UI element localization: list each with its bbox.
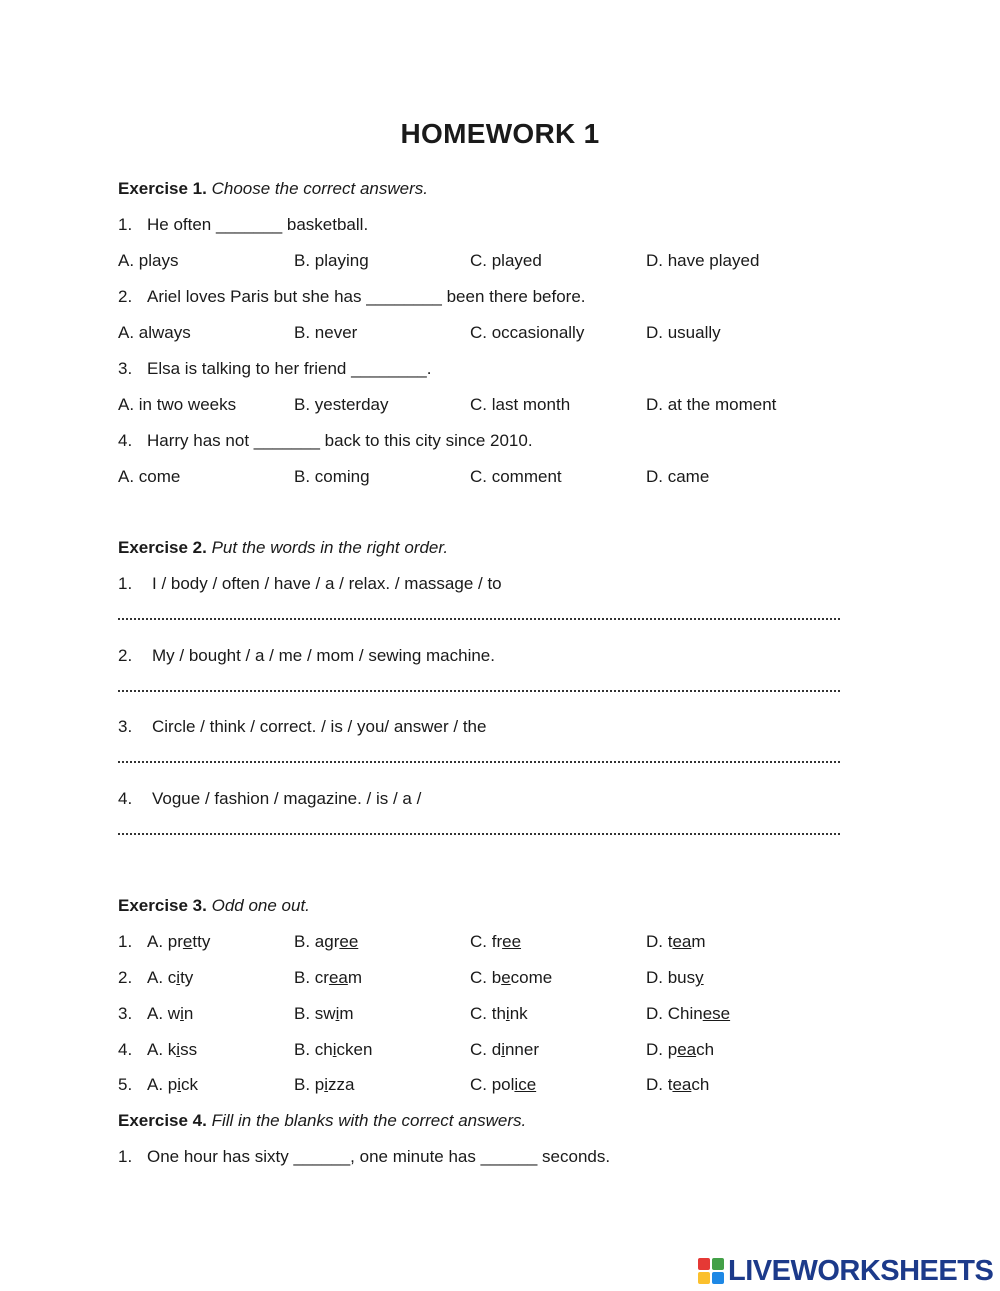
- logo-square: [712, 1272, 724, 1284]
- row-number: 3.: [118, 1004, 133, 1023]
- option-a[interactable]: [118, 1003, 294, 1025]
- option-c[interactable]: C. played: [470, 251, 542, 270]
- word-part: ck: [181, 1075, 199, 1094]
- question-text: Elsa is talking to her friend ________.: [147, 359, 432, 378]
- underlined-sound: e: [501, 968, 511, 987]
- underlined-sound: ea: [672, 932, 692, 951]
- word-part: ch: [691, 1075, 710, 1094]
- logo-square: [712, 1258, 724, 1270]
- exercise-4-instruction: Fill in the blanks with the correct answers.: [211, 1111, 527, 1130]
- exercise-2-instruction: Put the words in the right order.: [211, 538, 449, 557]
- underlined-sound: i: [180, 1004, 184, 1023]
- ex2-question-3: 3. Circle / think / correct. / is / you/ answer / the: [118, 717, 487, 736]
- underlined-sound: i: [324, 1075, 329, 1094]
- word-part: m: [691, 932, 706, 951]
- ex2-question-2: 2. My / bought / a / me / mom / sewing machine.: [118, 646, 495, 665]
- question-text: He often _______ basketball.: [147, 215, 369, 234]
- word-part: tty: [192, 932, 211, 951]
- word-part: C. fr: [470, 932, 503, 951]
- word-part: m: [347, 968, 363, 987]
- word-part: ss: [180, 1040, 198, 1059]
- word-part: D. bus: [646, 968, 696, 987]
- option-d[interactable]: D. came: [646, 467, 710, 486]
- odd-one-out-row: [118, 1003, 858, 1025]
- ex4-question-1: 1. One hour has sixty ______, one minute has ______ seconds.: [118, 1147, 611, 1166]
- underlined-sound: ea: [672, 1075, 692, 1094]
- underlined-sound: y: [695, 968, 704, 987]
- option-d[interactable]: [646, 1003, 822, 1025]
- question-text: Ariel loves Paris but she has ________ been there before.: [147, 287, 586, 306]
- word-part: ch: [696, 1040, 715, 1059]
- word-part: D. Chin: [646, 1004, 703, 1023]
- option-a[interactable]: A. plays: [118, 251, 179, 270]
- ex2-question-1: 1. I / body / often / have / a / relax. / massage / to: [118, 574, 502, 593]
- option-a[interactable]: [118, 967, 294, 989]
- option-b[interactable]: [294, 967, 470, 989]
- ex1-question-2: 2. Ariel loves Paris but she has ________ been there before.: [118, 287, 586, 306]
- option-d[interactable]: [646, 1074, 822, 1096]
- exercise-3-heading: [118, 895, 858, 917]
- underlined-sound: i: [176, 968, 181, 987]
- ex1-question-4: 4. Harry has not _______ back to this city since 2010.: [118, 431, 533, 450]
- underlined-sound: i: [332, 1040, 337, 1059]
- underlined-sound: ea: [328, 968, 348, 987]
- exercise-1-instruction: Choose the correct answers.: [211, 179, 428, 198]
- word-part: D. t: [646, 1075, 673, 1094]
- option-a[interactable]: [118, 1039, 294, 1061]
- option-b[interactable]: [294, 1039, 470, 1061]
- underlined-sound: ice: [514, 1075, 537, 1094]
- underlined-sound: ee: [339, 932, 359, 951]
- option-c[interactable]: C. occasionally: [470, 323, 585, 342]
- ex1-options-4: [118, 466, 858, 488]
- underlined-sound: i: [176, 1040, 181, 1059]
- ex1-options-3: [118, 394, 858, 416]
- word-part: B. cr: [294, 968, 329, 987]
- exercise-1-heading: [118, 178, 858, 200]
- underlined-sound: e: [182, 932, 193, 951]
- option-d[interactable]: [646, 1039, 822, 1061]
- option-b[interactable]: B. coming: [294, 467, 370, 486]
- option-a[interactable]: A. in two weeks: [118, 395, 237, 414]
- answer-line-3[interactable]: [118, 757, 840, 763]
- row-number: 1.: [118, 932, 133, 951]
- option-d[interactable]: [646, 967, 822, 989]
- option-c[interactable]: [470, 931, 646, 953]
- option-b[interactable]: B. yesterday: [294, 395, 389, 414]
- exercise-3-label: Exercise 3.: [118, 896, 207, 915]
- option-b[interactable]: [294, 1003, 470, 1025]
- question-text: Circle / think / correct. / is / you/ answer / the: [152, 717, 487, 736]
- word-part: m: [339, 1004, 354, 1023]
- logo-mark-icon: [698, 1258, 724, 1284]
- exercise-4-heading: [118, 1110, 858, 1132]
- word-part: zza: [328, 1075, 355, 1094]
- option-c[interactable]: [470, 1039, 646, 1061]
- underlined-sound: ese: [702, 1004, 731, 1023]
- option-d[interactable]: D. have played: [646, 251, 760, 270]
- odd-one-out-row: [118, 931, 858, 953]
- underlined-sound: i: [177, 1075, 182, 1094]
- word-part: nk: [509, 1004, 528, 1023]
- option-c[interactable]: C. last month: [470, 395, 571, 414]
- option-a[interactable]: A. come: [118, 467, 181, 486]
- underlined-sound: i: [501, 1040, 505, 1059]
- odd-one-out-row: [118, 1039, 858, 1061]
- question-text: I / body / often / have / a / relax. / massage / to: [152, 574, 502, 593]
- logo-square: [698, 1272, 710, 1284]
- word-part: C. b: [470, 968, 502, 987]
- row-number: 5.: [118, 1075, 133, 1094]
- question-text: Vogue / fashion / magazine. / is / a /: [152, 789, 422, 808]
- page-title: HOMEWORK 1: [400, 118, 600, 149]
- ex1-options-2: [118, 322, 858, 344]
- option-d[interactable]: [646, 931, 822, 953]
- exercise-2-heading: [118, 537, 858, 559]
- option-a[interactable]: A. always: [118, 323, 191, 342]
- word-part: A. c: [147, 968, 177, 987]
- underlined-sound: i: [505, 1004, 510, 1023]
- word-part: ty: [180, 968, 194, 987]
- row-number: 4.: [118, 1040, 133, 1059]
- answer-line-1[interactable]: [118, 614, 840, 620]
- answer-line-2[interactable]: [118, 686, 840, 692]
- word-part: C. pol: [470, 1075, 515, 1094]
- row-number: 2.: [118, 968, 133, 987]
- exercise-1-label: Exercise 1.: [118, 179, 207, 198]
- option-c[interactable]: [470, 1074, 646, 1096]
- question-text: My / bought / a / me / mom / sewing machine.: [152, 646, 495, 665]
- word-part: C. d: [470, 1040, 502, 1059]
- option-b[interactable]: B. never: [294, 323, 358, 342]
- word-part: A. p: [147, 1075, 178, 1094]
- option-d[interactable]: D. at the moment: [646, 395, 777, 414]
- option-b[interactable]: [294, 1074, 470, 1096]
- word-part: B. sw: [294, 1004, 336, 1023]
- word-part: A. k: [147, 1040, 177, 1059]
- word-part: n: [183, 1004, 194, 1023]
- option-b[interactable]: B. playing: [294, 251, 369, 270]
- liveworksheets-logo: [698, 1254, 993, 1288]
- word-part: come: [510, 968, 553, 987]
- option-c[interactable]: [470, 967, 646, 989]
- option-b[interactable]: [294, 931, 470, 953]
- exercise-4-label: Exercise 4.: [118, 1111, 207, 1130]
- word-part: B. ch: [294, 1040, 333, 1059]
- word-part: A. w: [147, 1004, 181, 1023]
- option-a[interactable]: [118, 1074, 294, 1096]
- word-part: nner: [504, 1040, 539, 1059]
- word-part: B. agr: [294, 932, 340, 951]
- option-c[interactable]: [470, 1003, 646, 1025]
- exercise-3-instruction: Odd one out.: [211, 896, 310, 915]
- exercise-2-label: Exercise 2.: [118, 538, 207, 557]
- word-part: D. t: [646, 932, 673, 951]
- underlined-sound: i: [335, 1004, 340, 1023]
- answer-line-4[interactable]: [118, 829, 840, 835]
- question-text: Harry has not _______ back to this city since 2010.: [147, 431, 533, 450]
- option-d[interactable]: D. usually: [646, 323, 721, 342]
- word-part: cken: [336, 1040, 373, 1059]
- odd-one-out-row: [118, 967, 858, 989]
- underlined-sound: ea: [677, 1040, 697, 1059]
- logo-square: [698, 1258, 710, 1270]
- ex1-question-1: 1. He often _______ basketball.: [118, 215, 369, 234]
- odd-one-out-row: [118, 1074, 858, 1096]
- ex1-question-3: 3. Elsa is talking to her friend ________.: [118, 359, 432, 378]
- option-a[interactable]: [118, 931, 294, 953]
- word-part: A. pr: [147, 932, 183, 951]
- ex2-question-4: 4. Vogue / fashion / magazine. / is / a /: [118, 789, 422, 808]
- ex1-options-1: [118, 250, 858, 272]
- underlined-sound: ee: [502, 932, 522, 951]
- option-c[interactable]: C. comment: [470, 467, 562, 486]
- word-part: C. th: [470, 1004, 506, 1023]
- word-part: B. p: [294, 1075, 325, 1094]
- logo-text: LIVEWORKSHEETS: [728, 1254, 994, 1287]
- word-part: D. p: [646, 1040, 678, 1059]
- question-text: One hour has sixty ______, one minute has ______ seconds.: [147, 1147, 611, 1166]
